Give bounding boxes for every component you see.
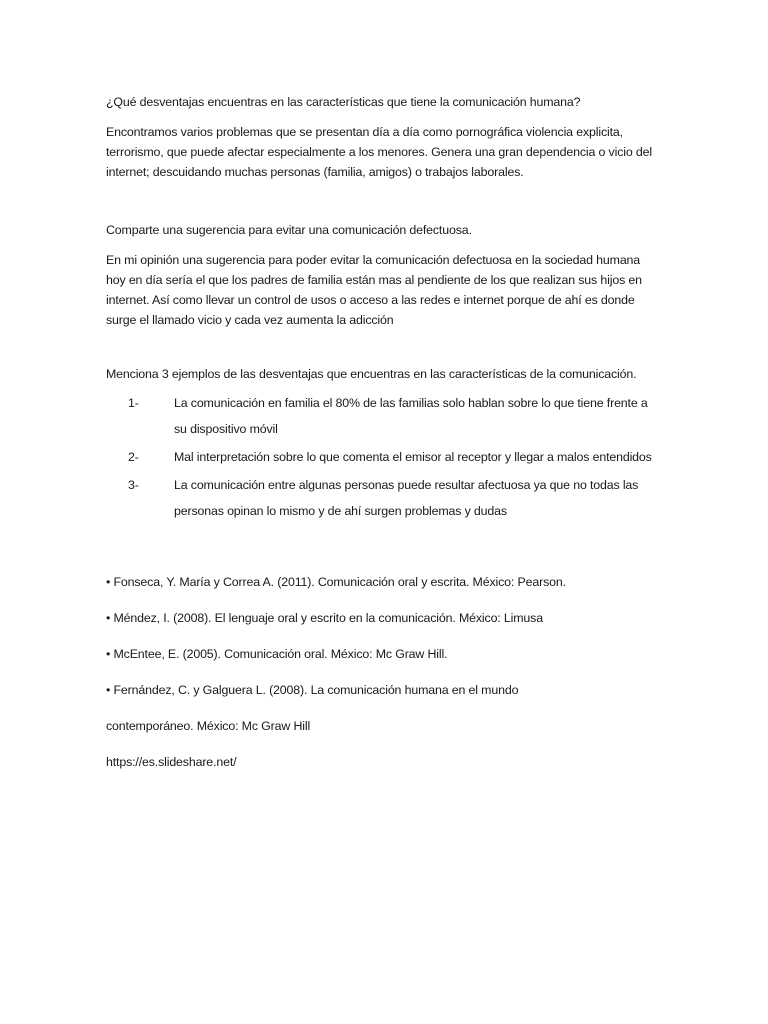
question-3: Menciona 3 ejemplos de las desventajas que encuentras en las características de la comunicación. [106,367,637,381]
list-item-number: 3- [128,478,139,492]
list-item [106,444,662,470]
question-2: Comparte una sugerencia para evitar una comunicación defectuosa. [106,223,472,237]
list-item-text: Mal interpretación sobre lo que comenta el emisor al receptor y llegar a malos entendidos [174,450,652,464]
list-item-text: La comunicación entre algunas personas puede resultar afectuosa ya que no todas las personas opinan lo mismo y de ahí surgen problemas y dudas [174,478,639,518]
list-item-number: 1- [128,396,139,410]
answer-2: En mi opinión una sugerencia para poder evitar la comunicación defectuosa en la sociedad humana hoy en día sería el que los padres de familia están mas al pendiente de los que realizan sus hijos en internet. Así como llevar un control de usos o acceso a las redes e internet porque de ahí es donde surge el llamado vicio y cada vez aumenta la adicción [106,253,642,327]
document-content [106,92,662,772]
answer-1: Encontramos varios problemas que se presentan día a día como pornográfica violencia explicita, terrorismo, que puede afectar especialmente a los menores. Genera una gran dependencia o vicio del internet; descuidando muchas personas (familia, amigos) o trabajos laborales. [106,125,652,179]
reference-item: • Fernández, C. y Galguera L. (2008). La comunicación humana en el mundo [106,683,519,697]
spacer [106,526,662,572]
list-item [106,472,662,524]
reference-url: https://es.slideshare.net/ [106,755,237,769]
reference-item: • Fonseca, Y. María y Correa A. (2011). Comunicación oral y escrita. México: Pearson. [106,575,566,589]
list-item [106,390,662,442]
spacer [106,330,662,364]
question-1: ¿Qué desventajas encuentras en las características que tiene la comunicación humana? [106,95,581,109]
list-item-text: La comunicación en familia el 80% de las familias solo hablan sobre lo que tiene frente a su dispositivo móvil [174,396,648,436]
reference-continuation: contemporáneo. México: Mc Graw Hill [106,719,311,733]
list-item-number: 2- [128,450,139,464]
reference-item: • Méndez, I. (2008). El lenguaje oral y escrito en la comunicación. México: Limusa [106,611,543,625]
reference-item: • McEntee, E. (2005). Comunicación oral. México: Mc Graw Hill. [106,647,448,661]
examples-list [106,390,662,524]
spacer [106,182,662,220]
